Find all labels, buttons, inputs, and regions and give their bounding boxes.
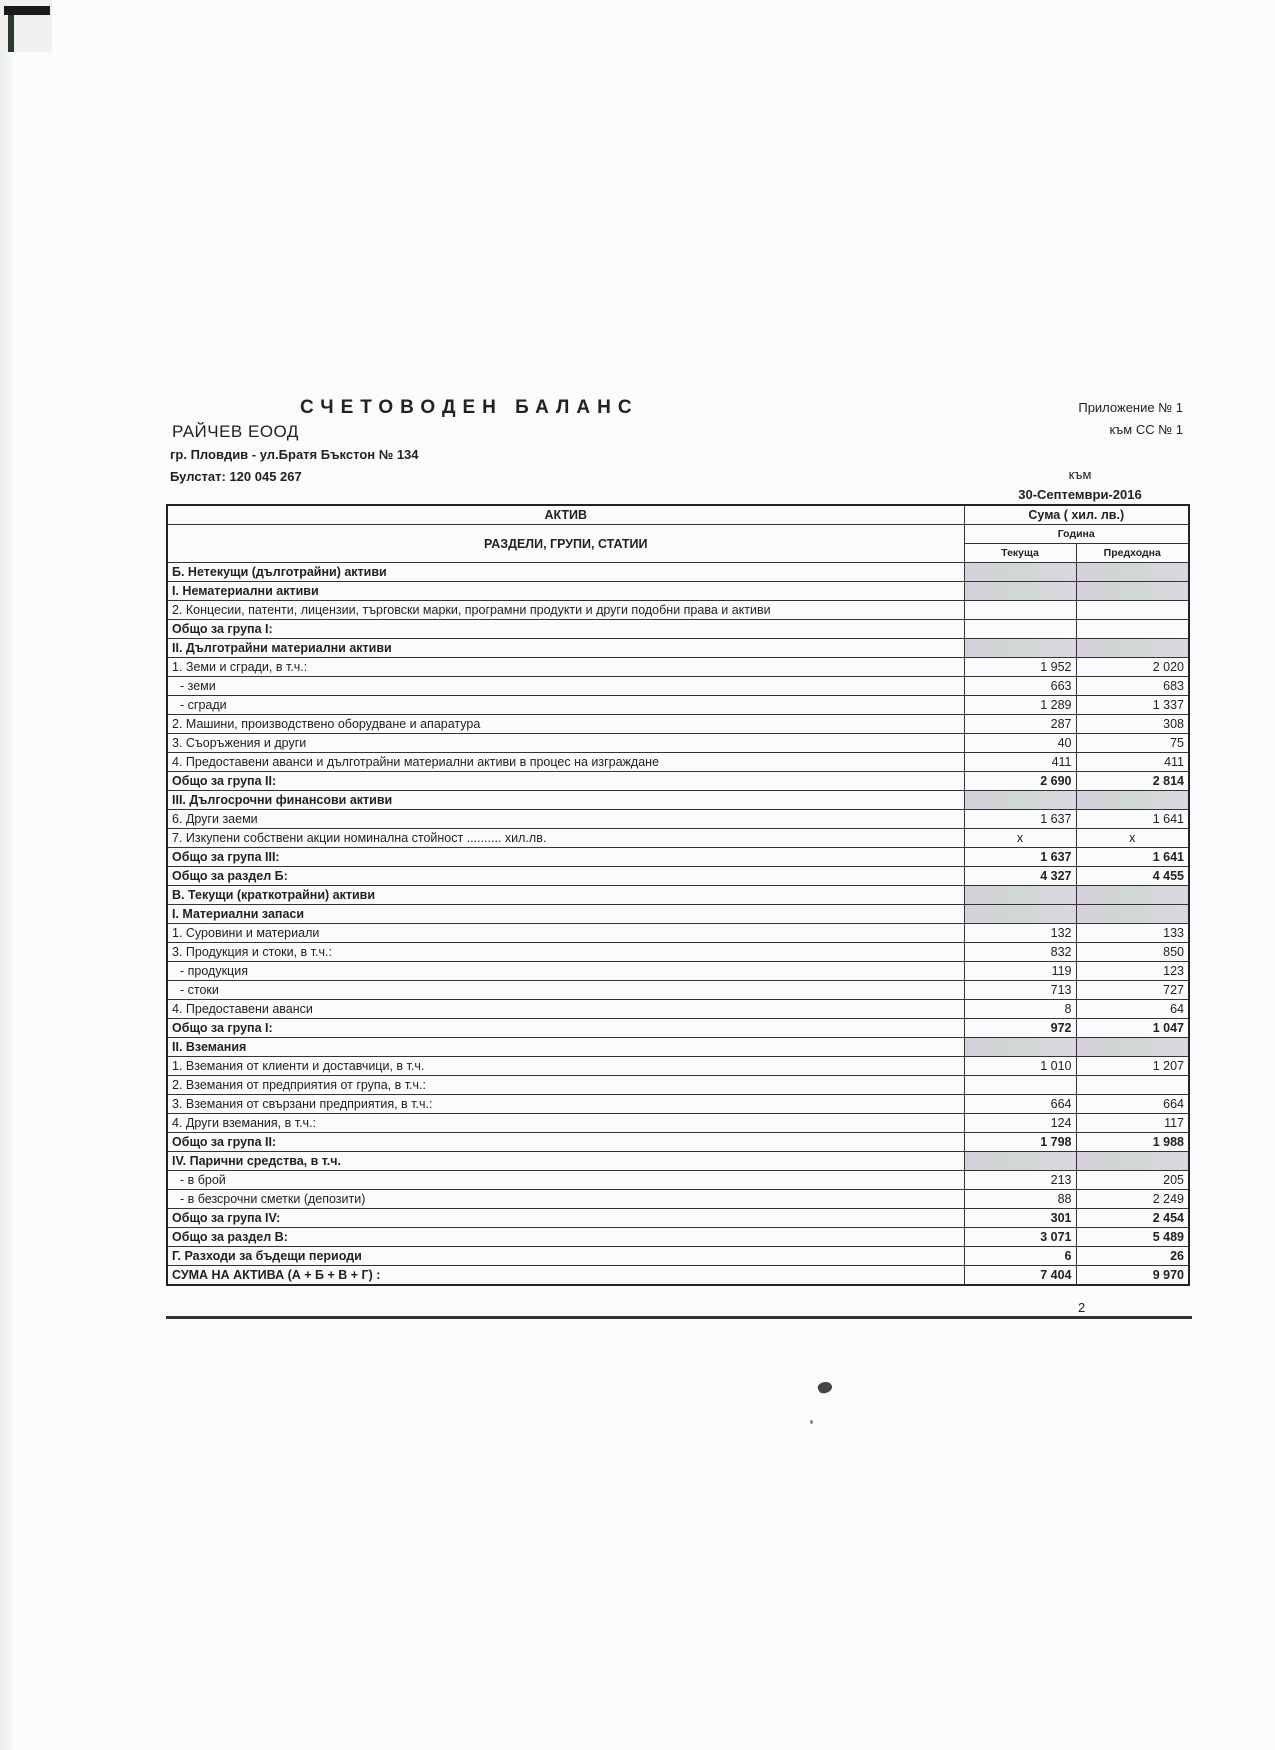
- page-number: 2: [1078, 1300, 1086, 1315]
- row-label: В. Текущи (краткотрайни) активи: [167, 886, 964, 905]
- current-year-value: 301: [964, 1209, 1076, 1228]
- column-header-sum: Сума ( хил. лв.): [964, 505, 1189, 525]
- current-year-value: [964, 639, 1076, 658]
- table-row: [167, 1247, 1189, 1266]
- scan-speck: [810, 1420, 813, 1424]
- row-label: 7. Изкупени собствени акции номинална стойност .......... хил.лв.: [167, 829, 964, 848]
- appendix-line-1: Приложение № 1: [1078, 400, 1183, 415]
- previous-year-value: 308: [1076, 715, 1189, 734]
- table-row: [167, 1095, 1189, 1114]
- current-year-value: 3 071: [964, 1228, 1076, 1247]
- table-row: [167, 1152, 1189, 1171]
- previous-year-value: 117: [1076, 1114, 1189, 1133]
- current-year-value: 713: [964, 981, 1076, 1000]
- current-year-value: 1 010: [964, 1057, 1076, 1076]
- previous-year-value: 1 988: [1076, 1133, 1189, 1152]
- current-year-value: [964, 1152, 1076, 1171]
- balance-sheet-table: [166, 504, 1190, 1286]
- row-label: - земи: [167, 677, 964, 696]
- current-year-value: 287: [964, 715, 1076, 734]
- row-label: 2. Машини, производствено оборудване и апаратура: [167, 715, 964, 734]
- column-header-current: Текуща: [964, 544, 1076, 563]
- current-year-value: [964, 563, 1076, 582]
- previous-year-value: 2 249: [1076, 1190, 1189, 1209]
- current-year-value: x: [964, 829, 1076, 848]
- current-year-value: 4 327: [964, 867, 1076, 886]
- document-title: СЧЕТОВОДЕН БАЛАНС: [300, 397, 639, 418]
- current-year-value: 1 798: [964, 1133, 1076, 1152]
- table-row: [167, 772, 1189, 791]
- table-row: [167, 791, 1189, 810]
- previous-year-value: 727: [1076, 981, 1189, 1000]
- row-label: 1. Вземания от клиенти и доставчици, в т.ч.: [167, 1057, 964, 1076]
- row-label: - в безсрочни сметки (депозити): [167, 1190, 964, 1209]
- row-label: Общо за група III:: [167, 848, 964, 867]
- row-label: Общо за раздел Б:: [167, 867, 964, 886]
- previous-year-value: 850: [1076, 943, 1189, 962]
- column-header-previous: Предходна: [1076, 544, 1189, 563]
- current-year-value: [964, 620, 1076, 639]
- previous-year-value: [1076, 582, 1189, 601]
- current-year-value: [964, 601, 1076, 620]
- row-label: 3. Съоръжения и други: [167, 734, 964, 753]
- previous-year-value: [1076, 639, 1189, 658]
- bottom-rule: [166, 1316, 1192, 1319]
- table-row: [167, 1190, 1189, 1209]
- row-label: 3. Продукция и стоки, в т.ч.:: [167, 943, 964, 962]
- table-row: [167, 1019, 1189, 1038]
- table-row: [167, 734, 1189, 753]
- row-label: - в брой: [167, 1171, 964, 1190]
- row-label: Общо за раздел В:: [167, 1228, 964, 1247]
- table-row: [167, 658, 1189, 677]
- row-label: 3. Вземания от свързани предприятия, в т.ч.:: [167, 1095, 964, 1114]
- report-date: 30-Септември-2016: [1018, 487, 1142, 502]
- previous-year-value: [1076, 886, 1189, 905]
- current-year-value: 663: [964, 677, 1076, 696]
- row-label: 2. Концесии, патенти, лицензии, търговски марки, програмни продукти и други подобни права и активи: [167, 601, 964, 620]
- current-year-value: [964, 1076, 1076, 1095]
- previous-year-value: [1076, 905, 1189, 924]
- previous-year-value: [1076, 1152, 1189, 1171]
- row-label: II. Вземания: [167, 1038, 964, 1057]
- row-label: II. Дълготрайни материални активи: [167, 639, 964, 658]
- previous-year-value: 1 337: [1076, 696, 1189, 715]
- previous-year-value: [1076, 1038, 1189, 1057]
- company-bulstat: Булстат: 120 045 267: [170, 469, 302, 484]
- row-label: I. Нематериални активи: [167, 582, 964, 601]
- table-row: [167, 639, 1189, 658]
- row-label: 6. Други заеми: [167, 810, 964, 829]
- table-row: [167, 1228, 1189, 1247]
- current-year-value: 88: [964, 1190, 1076, 1209]
- current-year-value: 6: [964, 1247, 1076, 1266]
- previous-year-value: 1 641: [1076, 848, 1189, 867]
- previous-year-value: 683: [1076, 677, 1189, 696]
- row-label: Общо за група I:: [167, 1019, 964, 1038]
- previous-year-value: 75: [1076, 734, 1189, 753]
- previous-year-value: [1076, 601, 1189, 620]
- previous-year-value: 133: [1076, 924, 1189, 943]
- row-label: Общо за група IV:: [167, 1209, 964, 1228]
- previous-year-value: 664: [1076, 1095, 1189, 1114]
- row-label: IV. Парични средства, в т.ч.: [167, 1152, 964, 1171]
- appendix-block: [1078, 397, 1183, 441]
- table-row: [167, 1000, 1189, 1019]
- row-label: Г. Разходи за бъдещи периоди: [167, 1247, 964, 1266]
- table-row: [167, 848, 1189, 867]
- previous-year-value: 205: [1076, 1171, 1189, 1190]
- current-year-value: [964, 1038, 1076, 1057]
- table-row: [167, 1114, 1189, 1133]
- current-year-value: 664: [964, 1095, 1076, 1114]
- table-row: [167, 1133, 1189, 1152]
- current-year-value: 119: [964, 962, 1076, 981]
- current-year-value: 7 404: [964, 1266, 1076, 1286]
- current-year-value: 972: [964, 1019, 1076, 1038]
- current-year-value: [964, 905, 1076, 924]
- table-row: [167, 1038, 1189, 1057]
- current-year-value: 213: [964, 1171, 1076, 1190]
- current-year-value: 2 690: [964, 772, 1076, 791]
- company-address: гр. Пловдив - ул.Братя Бъкстон № 134: [170, 447, 419, 462]
- previous-year-value: 5 489: [1076, 1228, 1189, 1247]
- column-header-sections: РАЗДЕЛИ, ГРУПИ, СТАТИИ: [167, 525, 964, 563]
- table-row: [167, 1076, 1189, 1095]
- row-label: 1. Земи и сгради, в т.ч.:: [167, 658, 964, 677]
- previous-year-value: 2 020: [1076, 658, 1189, 677]
- table-row: [167, 677, 1189, 696]
- current-year-value: 1 637: [964, 810, 1076, 829]
- scan-corner-mark: [0, 0, 52, 52]
- table-row: [167, 620, 1189, 639]
- row-label: СУМА НА АКТИВА (А + Б + В + Г) :: [167, 1266, 964, 1286]
- table-row: [167, 886, 1189, 905]
- row-label: I. Материални запаси: [167, 905, 964, 924]
- row-label: 4. Предоставени аванси: [167, 1000, 964, 1019]
- row-label: III. Дългосрочни финансови активи: [167, 791, 964, 810]
- current-year-value: [964, 886, 1076, 905]
- current-year-value: 1 637: [964, 848, 1076, 867]
- report-date-block: [1000, 465, 1160, 505]
- current-year-value: 411: [964, 753, 1076, 772]
- current-year-value: 1 289: [964, 696, 1076, 715]
- current-year-value: [964, 791, 1076, 810]
- table-row: [167, 981, 1189, 1000]
- previous-year-value: 1 641: [1076, 810, 1189, 829]
- previous-year-value: 123: [1076, 962, 1189, 981]
- previous-year-value: x: [1076, 829, 1189, 848]
- previous-year-value: 411: [1076, 753, 1189, 772]
- previous-year-value: [1076, 563, 1189, 582]
- table-row: [167, 829, 1189, 848]
- table-row: [167, 601, 1189, 620]
- current-year-value: 40: [964, 734, 1076, 753]
- table-row: [167, 867, 1189, 886]
- table-row: [167, 696, 1189, 715]
- scan-smudge: [817, 1380, 834, 1395]
- column-header-year: Година: [964, 525, 1189, 544]
- current-year-value: 132: [964, 924, 1076, 943]
- row-label: 1. Суровини и материали: [167, 924, 964, 943]
- row-label: Б. Нетекущи (дълготрайни) активи: [167, 563, 964, 582]
- row-label: 4. Предоставени аванси и дълготрайни материални активи в процес на изграждане: [167, 753, 964, 772]
- table-row: [167, 1057, 1189, 1076]
- previous-year-value: [1076, 1076, 1189, 1095]
- table-row: [167, 943, 1189, 962]
- row-label: - сгради: [167, 696, 964, 715]
- previous-year-value: 1 047: [1076, 1019, 1189, 1038]
- table-row: [167, 924, 1189, 943]
- current-year-value: 832: [964, 943, 1076, 962]
- appendix-line-2: към СС № 1: [1109, 422, 1183, 437]
- table-row: [167, 563, 1189, 582]
- current-year-value: 1 952: [964, 658, 1076, 677]
- table-row: [167, 962, 1189, 981]
- row-label: - стоки: [167, 981, 964, 1000]
- table-row: [167, 1171, 1189, 1190]
- previous-year-value: 1 207: [1076, 1057, 1189, 1076]
- scan-edge-strip: [0, 52, 12, 1750]
- previous-year-value: [1076, 791, 1189, 810]
- column-header-asset: АКТИВ: [167, 505, 964, 525]
- table-row: [167, 715, 1189, 734]
- current-year-value: 124: [964, 1114, 1076, 1133]
- previous-year-value: 9 970: [1076, 1266, 1189, 1286]
- row-label: 2. Вземания от предприятия от група, в т.ч.:: [167, 1076, 964, 1095]
- report-date-prefix: към: [1068, 467, 1092, 482]
- previous-year-value: 4 455: [1076, 867, 1189, 886]
- row-label: Общо за група II:: [167, 772, 964, 791]
- table-row: [167, 1209, 1189, 1228]
- table-row: [167, 1266, 1189, 1286]
- table-row: [167, 810, 1189, 829]
- row-label: - продукция: [167, 962, 964, 981]
- row-label: Общо за група II:: [167, 1133, 964, 1152]
- previous-year-value: 2 814: [1076, 772, 1189, 791]
- previous-year-value: 64: [1076, 1000, 1189, 1019]
- table-row: [167, 753, 1189, 772]
- row-label: 4. Други вземания, в т.ч.:: [167, 1114, 964, 1133]
- previous-year-value: 26: [1076, 1247, 1189, 1266]
- company-name: РАЙЧЕВ ЕООД: [172, 422, 299, 441]
- table-row: [167, 905, 1189, 924]
- row-label: Общо за група I:: [167, 620, 964, 639]
- current-year-value: 8: [964, 1000, 1076, 1019]
- table-row: [167, 582, 1189, 601]
- previous-year-value: [1076, 620, 1189, 639]
- current-year-value: [964, 582, 1076, 601]
- previous-year-value: 2 454: [1076, 1209, 1189, 1228]
